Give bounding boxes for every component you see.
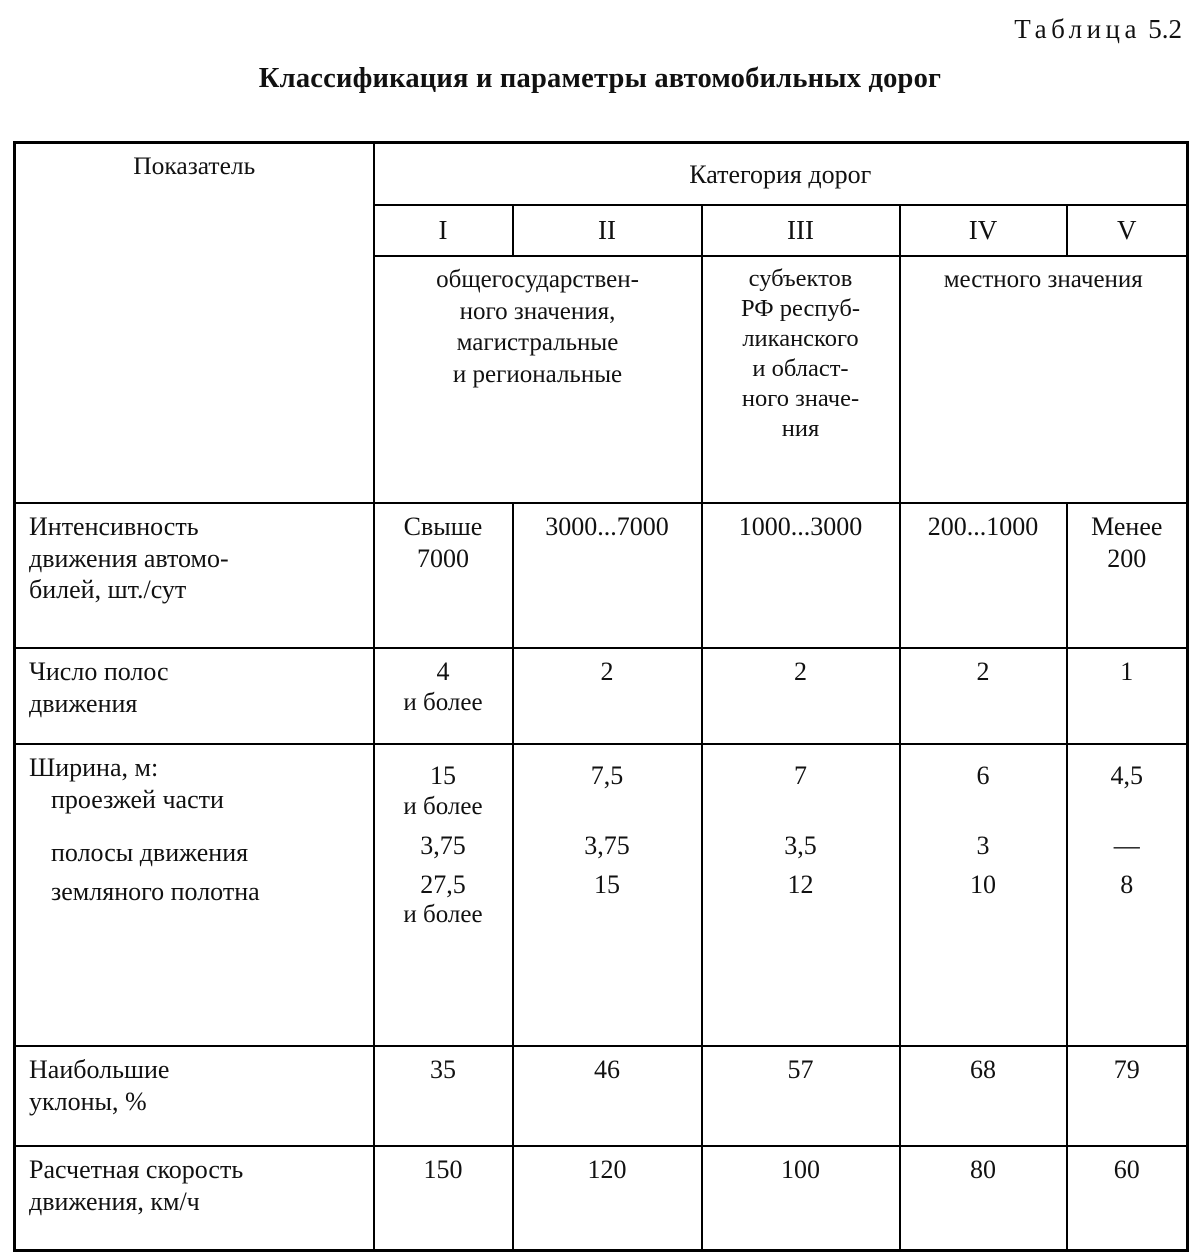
spacer (29, 815, 364, 837)
spacer (523, 752, 692, 760)
description-line: общегосударствен- (436, 266, 639, 294)
row-label-line: Расчетная скорость (29, 1155, 244, 1185)
value-line: 7000 (417, 543, 469, 573)
value-design-speed-ii: 120 (587, 1155, 627, 1185)
value-width-carriageway-iii: 7 (794, 761, 807, 791)
value-lane-count-iv: 2 (976, 657, 990, 687)
value-width-lane-v: — (1113, 830, 1140, 860)
value-width-lane-i: 3,75 (420, 830, 466, 860)
value-traffic-intensity-v (1068, 504, 1187, 647)
value-cell (1067, 503, 1188, 648)
value-cell (702, 503, 900, 648)
width-item-label-lane: полосы движения (51, 837, 249, 867)
value-width-column-ii (514, 745, 701, 1045)
header-cell-category-group (374, 143, 1188, 206)
spacer (384, 752, 503, 760)
value-design-speed-i: 150 (423, 1155, 463, 1185)
value-cell (513, 1146, 702, 1250)
value-width-subgrade-iv: 10 (970, 869, 996, 899)
table-row (15, 744, 1188, 1046)
value-width-carriageway-v: 4,5 (1110, 761, 1144, 791)
spacer (712, 861, 890, 869)
row-label-line: уклоны, % (29, 1086, 147, 1116)
value-width-carriageway-i: 15 (430, 761, 456, 791)
value-design-speed-iv: 80 (970, 1155, 996, 1185)
value-width-subgrade-ii: 15 (594, 869, 620, 899)
header-indicator-label: Показатель (133, 151, 256, 180)
header-cell-description-iii (702, 256, 900, 503)
value-max-gradient-v: 79 (1113, 1055, 1140, 1085)
value-cell (374, 503, 513, 648)
row-label-cell-traffic-intensity (15, 503, 374, 648)
row-label-max-gradient (16, 1047, 373, 1145)
table-row (15, 503, 1188, 648)
width-item-label-carriageway: проезжей части (51, 784, 224, 814)
value-design-speed-iii: 100 (781, 1155, 820, 1185)
value-line: 4 (436, 657, 450, 687)
spacer (384, 822, 503, 830)
value-traffic-intensity-iv: 200...1000 (927, 512, 1039, 542)
row-label-design-speed (16, 1147, 373, 1249)
spacer (910, 792, 1057, 822)
header-cell-category-iii (702, 205, 900, 256)
description-line: и региональные (452, 360, 623, 388)
table-number-caption (1014, 14, 1182, 45)
header-cell-description-iv-v (900, 256, 1188, 503)
spacer (910, 822, 1057, 830)
value-width-column-iii (703, 745, 899, 1045)
width-block-heading: Ширина, м: (29, 753, 159, 783)
value-cell (702, 744, 900, 1046)
table-row (15, 1146, 1188, 1250)
value-cell (702, 648, 900, 744)
value-traffic-intensity-i (375, 504, 512, 647)
spacer (523, 792, 692, 822)
value-cell (900, 1146, 1067, 1250)
header-cell-indicator (15, 143, 374, 504)
value-width-subgrade-i: 27,5 (420, 869, 466, 899)
value-lane-count-i (375, 649, 512, 743)
spacer (910, 752, 1057, 760)
value-cell (900, 744, 1067, 1046)
spacer (1077, 752, 1178, 760)
header-cell-description-i-ii (374, 256, 702, 503)
category-label-iv: IV (968, 215, 998, 246)
value-note: и более (403, 901, 483, 929)
description-line: РФ респуб- (741, 295, 860, 323)
value-lane-count-v: 1 (1120, 657, 1134, 687)
value-max-gradient-i: 35 (430, 1055, 456, 1085)
value-cell (513, 503, 702, 648)
value-width-column-v (1068, 745, 1187, 1045)
value-cell (374, 648, 513, 744)
value-cell (900, 1046, 1067, 1146)
row-label-cell-design-speed (15, 1146, 374, 1250)
row-label-line: билей, шт./сут (29, 574, 187, 604)
row-label-cell-width-block (15, 744, 374, 1046)
spacer (712, 822, 890, 830)
spacer (1077, 861, 1178, 869)
road-classification-table (13, 141, 1189, 1252)
value-max-gradient-ii: 46 (594, 1055, 620, 1085)
road-classification-table-wrapper (13, 141, 1186, 1241)
value-width-subgrade-iii: 12 (787, 869, 814, 899)
spacer (1077, 822, 1178, 830)
value-note: и более (403, 792, 483, 820)
header-category-group-label: Категория дорог (689, 160, 872, 189)
value-max-gradient-iv: 68 (970, 1055, 996, 1085)
value-cell (900, 648, 1067, 744)
value-cell (1067, 648, 1188, 744)
spacer (523, 822, 692, 830)
row-label-line: Число полос (29, 657, 169, 687)
header-cell-category-iv (900, 205, 1067, 256)
value-line: Свыше (403, 512, 483, 542)
category-label-iii: III (787, 215, 814, 246)
value-lane-count-ii: 2 (600, 657, 614, 687)
header-cell-category-v (1067, 205, 1188, 256)
table-number-word: Таблица (1014, 14, 1141, 44)
description-iii (703, 257, 899, 502)
width-item-label-subgrade: земляного полотна (51, 877, 260, 907)
value-width-lane-ii: 3,75 (584, 830, 630, 860)
value-cell (1067, 744, 1188, 1046)
description-line: ликанского (742, 325, 859, 353)
spacer (1077, 792, 1178, 822)
value-width-column-i (375, 745, 512, 1045)
row-label-line: Интенсивность (29, 512, 199, 542)
description-line: ного значе- (741, 384, 860, 412)
description-line: ного значения, (459, 297, 616, 325)
spacer (910, 861, 1057, 869)
value-width-subgrade-v: 8 (1120, 869, 1134, 899)
spacer (523, 861, 692, 869)
row-label-line: движения (29, 688, 138, 718)
value-lane-count-iii: 2 (794, 657, 807, 687)
category-label-ii: II (598, 215, 616, 246)
value-design-speed-v: 60 (1113, 1155, 1140, 1185)
table-row (15, 1046, 1188, 1146)
description-iv-v: местного значения (943, 266, 1143, 294)
description-line: субъектов (748, 265, 853, 293)
row-label-cell-lane-count (15, 648, 374, 744)
spacer (712, 752, 890, 760)
description-line: ния (781, 414, 820, 442)
row-label-line: движения автомо- (29, 543, 229, 573)
value-width-carriageway-iv: 6 (976, 761, 990, 791)
category-label-i: I (438, 215, 448, 246)
spacer (384, 861, 503, 869)
page-title: Классификация и параметры автомобильных дорог (258, 63, 942, 94)
value-cell (1067, 1146, 1188, 1250)
row-label-traffic-intensity (16, 504, 373, 647)
category-label-v: V (1117, 215, 1137, 246)
row-label-line: Наибольшие (29, 1055, 170, 1085)
value-traffic-intensity-iii: 1000...3000 (738, 512, 863, 542)
row-label-lane-count (16, 649, 373, 743)
row-label-cell-max-gradient (15, 1046, 374, 1146)
value-line: 200 (1107, 543, 1147, 573)
value-note: и более (403, 688, 483, 716)
table-row (15, 648, 1188, 744)
value-cell (1067, 1046, 1188, 1146)
row-label-width-block (16, 745, 373, 1045)
value-cell (513, 1046, 702, 1146)
value-max-gradient-iii: 57 (787, 1055, 814, 1085)
spacer (29, 868, 364, 876)
spacer (712, 792, 890, 822)
description-line: и област- (752, 355, 849, 383)
description-line: магистральные (456, 329, 619, 357)
header-cell-category-i (374, 205, 513, 256)
header-cell-category-ii (513, 205, 702, 256)
value-line: Менее (1091, 512, 1163, 542)
value-traffic-intensity-ii: 3000...7000 (545, 512, 669, 542)
value-cell (374, 744, 513, 1046)
value-width-lane-iii: 3,5 (784, 830, 817, 860)
row-label-line: движения, км/ч (29, 1186, 200, 1216)
value-cell (374, 1046, 513, 1146)
description-i-ii (375, 257, 701, 502)
value-cell (702, 1146, 900, 1250)
value-width-carriageway-ii: 7,5 (590, 761, 624, 791)
value-cell (702, 1046, 900, 1146)
value-cell (513, 648, 702, 744)
value-cell (900, 503, 1067, 648)
value-cell (513, 744, 702, 1046)
table-number-value: 5.2 (1148, 14, 1182, 44)
value-width-lane-iv: 3 (976, 830, 990, 860)
table-header-row-group (15, 143, 1188, 206)
value-width-column-iv (901, 745, 1066, 1045)
value-cell (374, 1146, 513, 1250)
